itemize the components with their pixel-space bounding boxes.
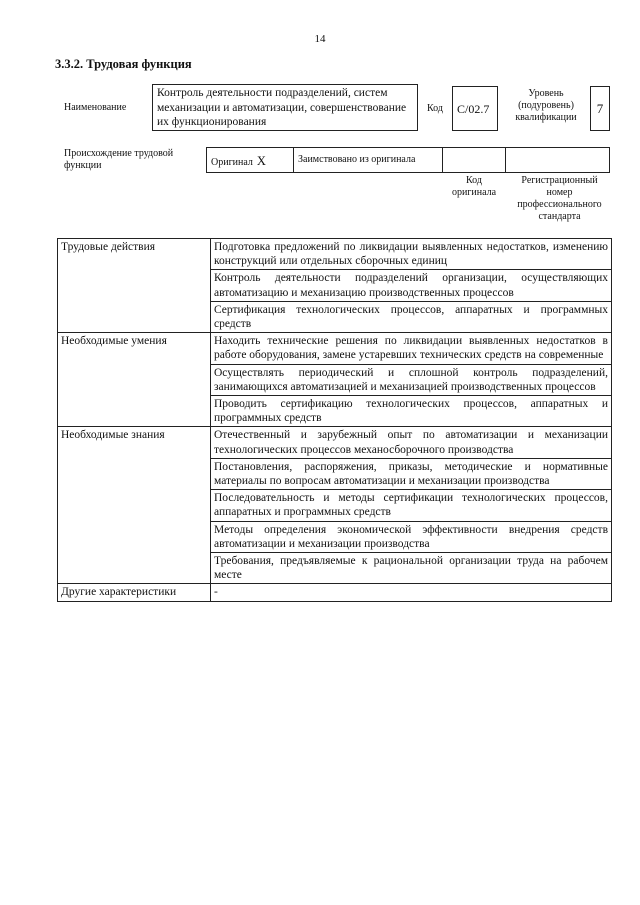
item-text-cell: Контроль деятельности подразделений организации, осуществляющих автоматизацию и механизацию производственных процессов — [211, 270, 612, 301]
section-header-cell: Необходимые знания — [58, 427, 211, 584]
borrowed-cell: Заимствовано из оригинала — [293, 147, 443, 173]
origin-label: Происхождение трудовой функции — [64, 148, 174, 171]
level-value-box: 7 — [590, 86, 610, 131]
name-label: Наименование — [64, 102, 127, 113]
level-label: Уровень (подуровень) квалификации — [515, 88, 577, 123]
item-text-cell: Последовательность и методы сертификации технологических процессов, аппаратных и программных средств — [211, 490, 612, 521]
code-original-cell — [442, 147, 506, 173]
section-header-cell: Другие характеристики — [58, 584, 211, 601]
section-header-cell: Необходимые умения — [58, 333, 211, 427]
reg-number-cell — [505, 147, 610, 173]
section-header-cell: Трудовые действия — [58, 239, 211, 333]
item-text-cell: - — [211, 584, 612, 601]
original-mark: X — [256, 154, 266, 168]
code-label: Код — [427, 103, 443, 114]
item-text-cell: Методы определения экономической эффективности внедрения средств автоматизации и механизации производства — [211, 521, 612, 552]
function-details-table — [57, 238, 612, 602]
original-cell — [206, 147, 294, 173]
item-text-cell: Требования, предъявляемые к рациональной организации труда на рабочем месте — [211, 553, 612, 584]
function-name-box: Контроль деятельности подразделений, систем механизации и автоматизации, совершенствование их функционирования — [152, 84, 418, 131]
table-row — [58, 239, 612, 270]
reg-number-caption: Регистрационный номер профессионального стандарта — [517, 175, 602, 222]
original-label: Оригинал — [211, 157, 253, 168]
item-text-cell: Отечественный и зарубежный опыт по автоматизации и механизации технологических процессов механосборочного производства — [211, 427, 612, 458]
section-title: 3.3.2. Трудовая функция — [55, 57, 192, 71]
item-text-cell: Постановления, распоряжения, приказы, методические и нормативные материалы по вопросам автоматизации и механизации производства — [211, 458, 612, 489]
code-original-caption: Код оригинала — [451, 175, 497, 198]
table-row — [58, 584, 612, 601]
item-text-cell: Находить технические решения по ликвидации выявленных недостатков в работе оборудования, замене устаревших технических средств на современные — [211, 333, 612, 364]
code-value-box: С/02.7 — [452, 86, 498, 131]
item-text-cell: Подготовка предложений по ликвидации выявленных недостатков, изменению конструкций или отдельных сборочных единиц — [211, 239, 612, 270]
table-row — [58, 333, 612, 364]
table-row — [58, 427, 612, 458]
page-number: 14 — [314, 33, 326, 45]
item-text-cell: Сертификация технологических процессов, аппаратных и программных средств — [211, 301, 612, 332]
item-text-cell: Проводить сертификацию технологических процессов, аппаратных и программных средств — [211, 396, 612, 427]
item-text-cell: Осуществлять периодический и сплошной контроль подразделений, занимающихся автоматизацией и механизацией производственных процессов — [211, 364, 612, 395]
